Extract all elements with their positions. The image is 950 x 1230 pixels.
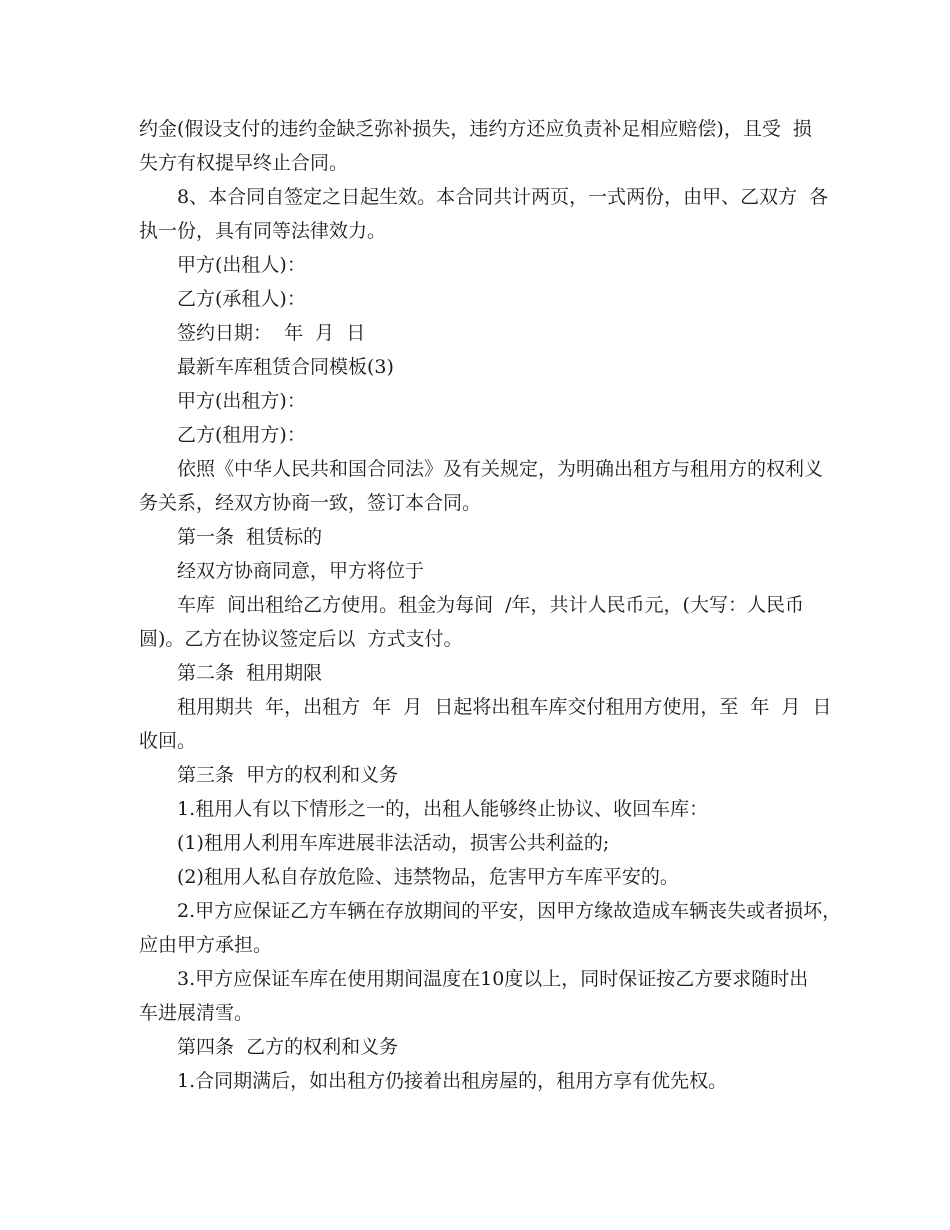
party-a-line: 甲方(出租方)： xyxy=(177,390,306,412)
section-title: 最新车库租赁合同模板(3) xyxy=(177,356,394,378)
party-b-lessee-line: 乙方(承租人)： xyxy=(177,288,306,310)
article-heading: 第一条 租赁标的 xyxy=(177,526,323,548)
text-line: 约金(假设支付的违约金缺乏弥补损失，违约方还应负责补足相应赔偿)，且受 损 xyxy=(139,118,812,140)
text-line: 车进展清雪。 xyxy=(139,1002,254,1024)
article-heading: 第二条 租用期限 xyxy=(177,662,323,684)
party-b-line: 乙方(租用方)： xyxy=(177,424,306,446)
document-body xyxy=(139,112,842,1098)
text-line: (2)租用人私自存放危险、违禁物品，危害甲方车库平安的。 xyxy=(177,866,679,888)
article-heading: 第四条 乙方的权利和义务 xyxy=(177,1036,399,1058)
party-a-lessor-line: 甲方(出租人)： xyxy=(177,254,306,276)
text-line: 依照《中华人民共和国合同法》及有关规定，为明确出租方与租用方的权利义 xyxy=(177,458,824,480)
text-line: 3.甲方应保证车库在使用期间温度在10度以上，同时保证按乙方要求随时出 xyxy=(177,968,809,990)
text-line: 2.甲方应保证乙方车辆在存放期间的平安，因甲方缘故造成车辆丧失或者损坏， xyxy=(177,900,842,922)
text-line: 1.租用人有以下情形之一的，出租人能够终止协议、收回车库： xyxy=(177,798,709,820)
signing-date-line: 签约日期： 年 月 日 xyxy=(177,322,366,344)
article-heading: 第三条 甲方的权利和义务 xyxy=(177,764,399,786)
text-line: 失方有权提早终止合同。 xyxy=(139,152,349,174)
text-line: 圆)。乙方在协议签定后以 方式支付。 xyxy=(139,628,463,650)
text-line: 经双方协商同意，甲方将位于 xyxy=(177,560,425,582)
text-line: 车库 间出租给乙方使用。租金为每间 /年，共计人民币元，(大写：人民币 xyxy=(177,594,804,616)
text-line: 执一份，具有同等法律效力。 xyxy=(139,220,387,242)
text-line: 务关系，经双方协商一致，签订本合同。 xyxy=(139,492,482,514)
text-line: 租用期共 年，出租方 年 月 日起将出租车库交付租用方使用，至 年 月 日 xyxy=(177,696,832,718)
text-line: 收回。 xyxy=(139,730,197,752)
text-line: 8、本合同自签定之日起生效。本合同共计两页，一式两份，由甲、乙双方 各 xyxy=(177,186,829,208)
text-line: 应由甲方承担。 xyxy=(139,934,273,956)
text-line: (1)租用人利用车库进展非法活动，损害公共利益的; xyxy=(177,832,610,854)
text-line: 1.合同期满后，如出租方仍接着出租房屋的，租用方享有优先权。 xyxy=(177,1070,728,1092)
